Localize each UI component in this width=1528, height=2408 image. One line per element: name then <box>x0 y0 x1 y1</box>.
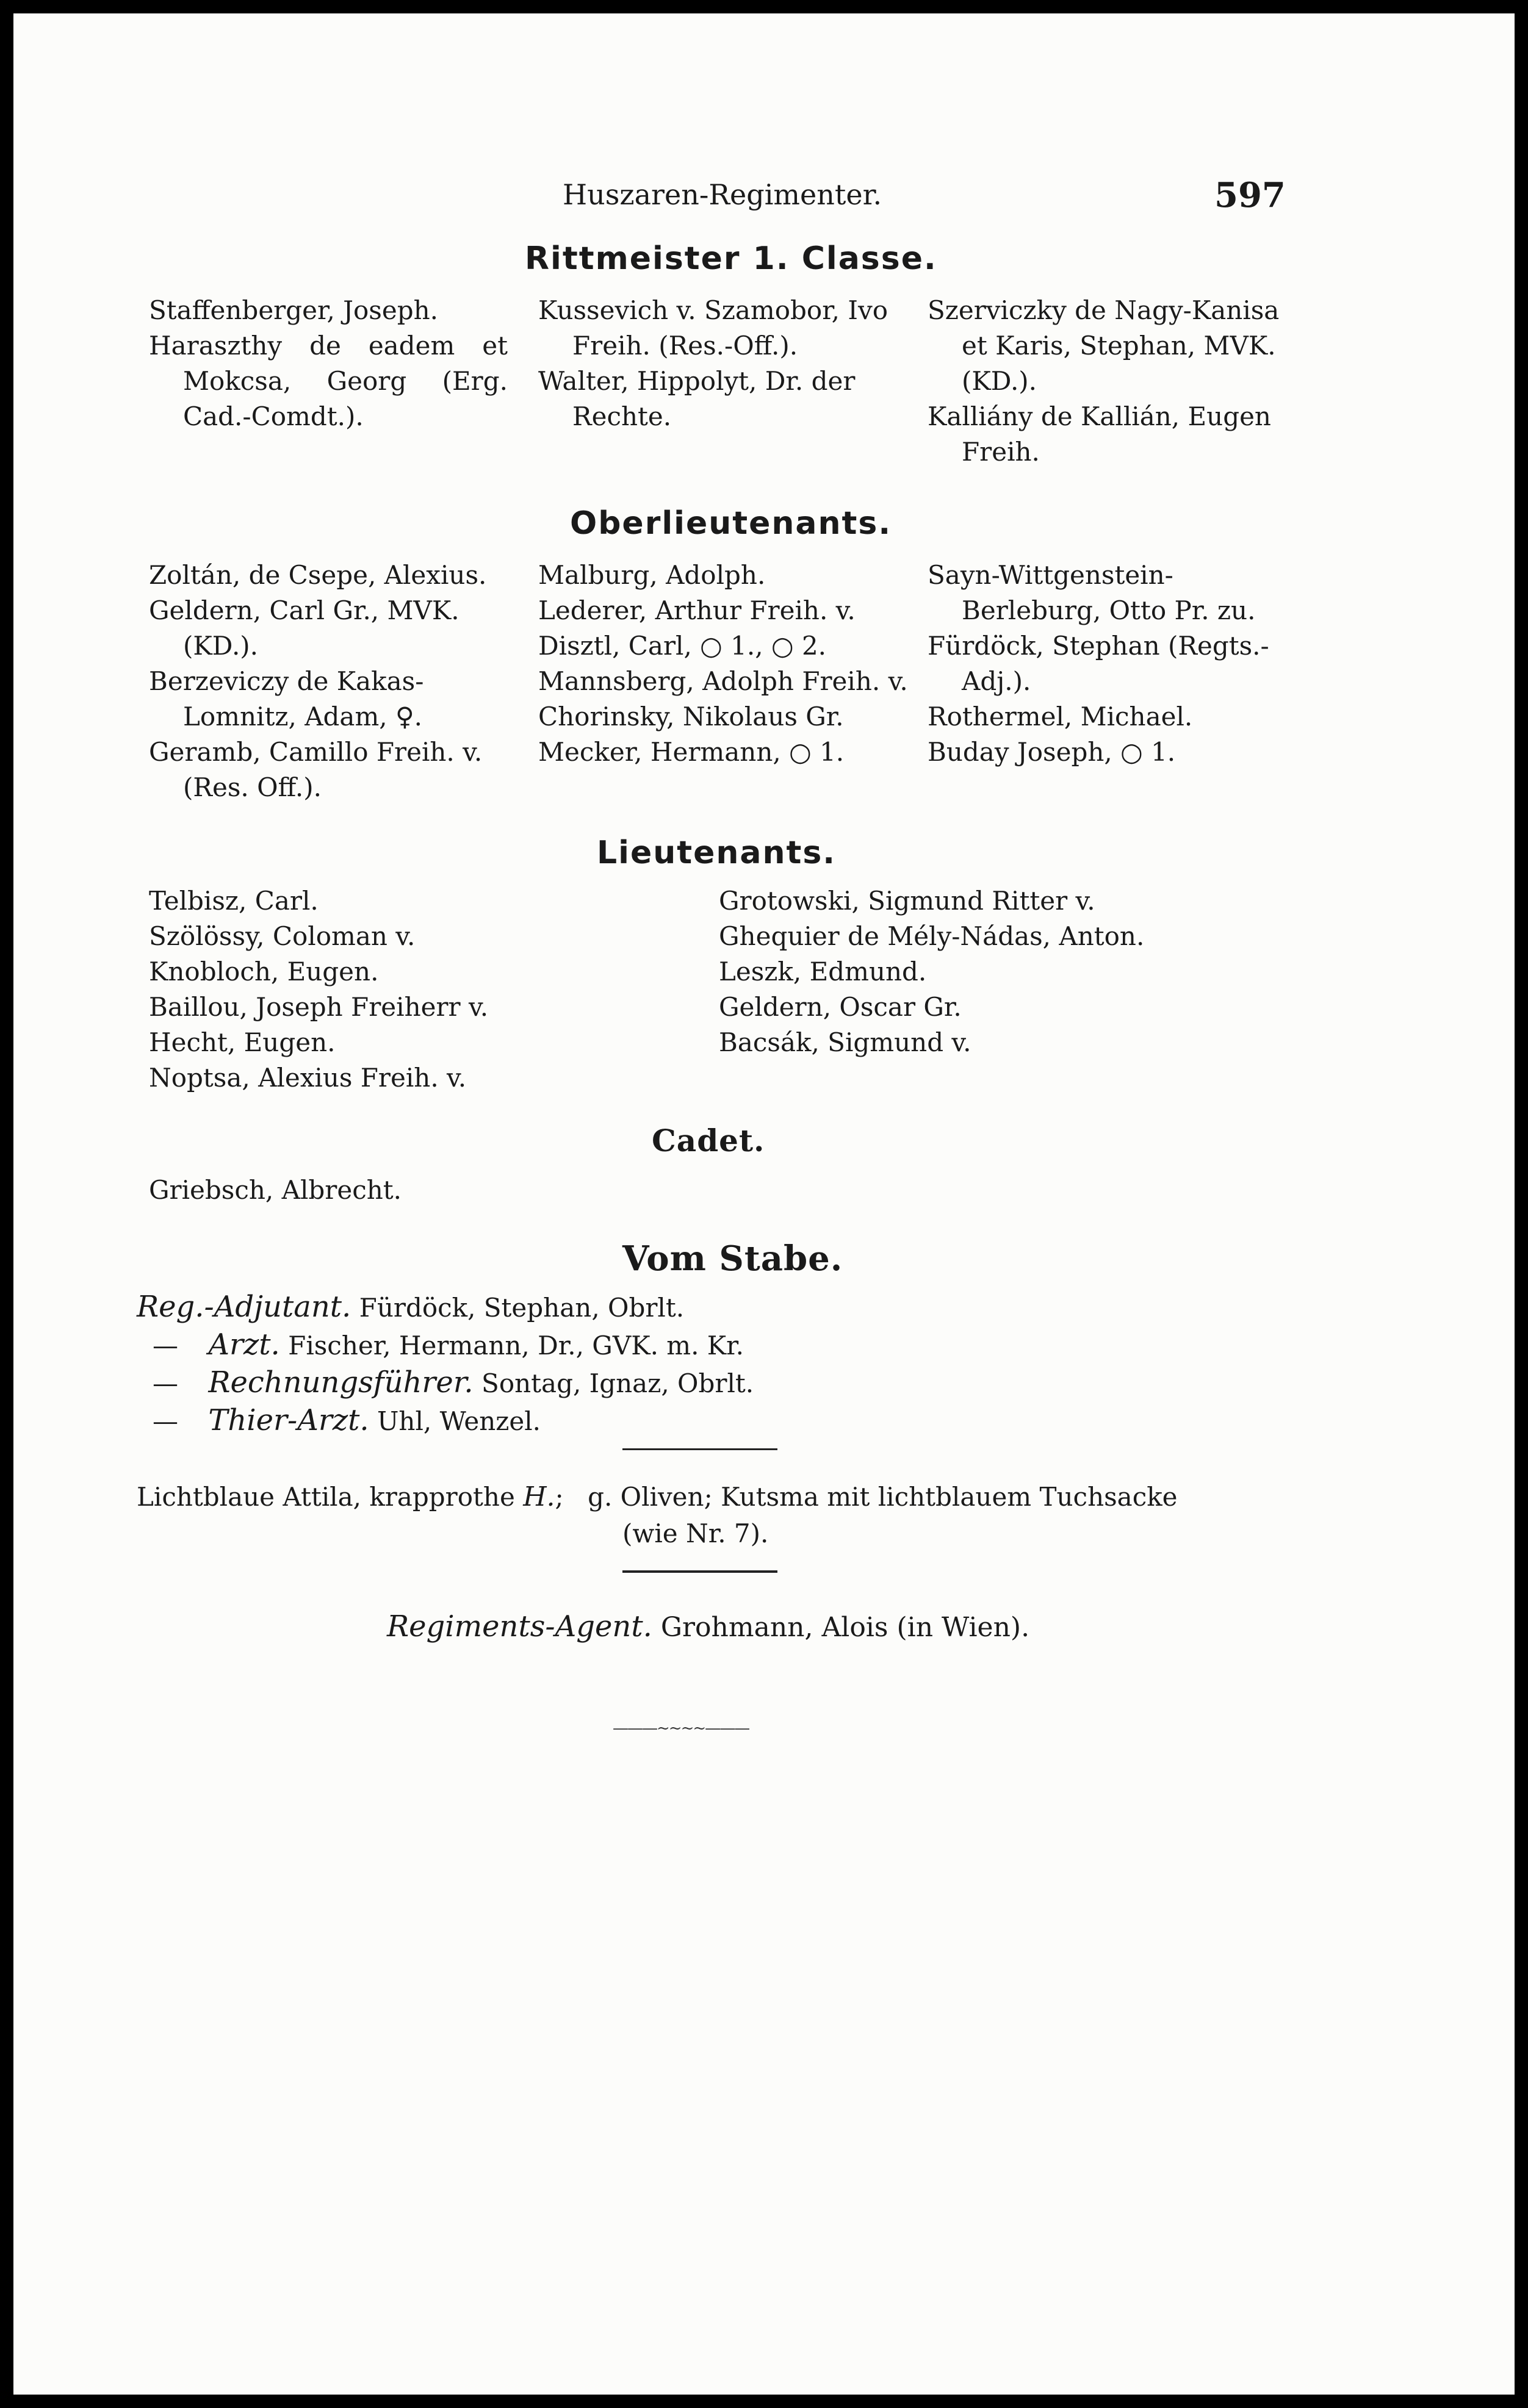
list-item: Geldern, Carl Gr., MVK. (KD.). <box>149 595 459 661</box>
section-title-lieutenants: Lieutenants. <box>597 835 837 871</box>
list-item: Walter, Hippolyt, Dr. der Rechte. <box>538 366 856 431</box>
list-item: Szerviczky de Nagy-Kanisa et Karis, Stephan, MVK. (KD.). <box>928 295 1280 396</box>
staff-name: Uhl, Wenzel. <box>377 1406 541 1436</box>
list-item: Grotowski, Sigmund Ritter v. <box>719 886 1095 916</box>
rittmeister-col-2 <box>538 293 893 434</box>
oberlieutenants-col-1 <box>149 558 506 805</box>
list-item: Zoltán, de Csepe, Alexius. <box>149 560 487 590</box>
uniform-h-label: H. <box>523 1481 555 1512</box>
list-item: Berzeviczy de Kakas-Lomnitz, Adam, ♀. <box>149 666 424 731</box>
regiments-agent <box>387 1608 1029 1646</box>
uniform-text: g. Oliven; Kutsma mit lichtblauem Tuchsacke <box>588 1482 1178 1512</box>
rittmeister-col-3 <box>928 293 1283 470</box>
lieutenants-col-1 <box>149 883 576 1096</box>
list-item: Malburg, Adolph. <box>538 560 766 590</box>
document-page <box>13 13 1515 2395</box>
list-item: Fürdöck, Stephan (Regts.-Adj.). <box>928 631 1269 696</box>
list-item: Telbisz, Carl. <box>149 886 319 916</box>
list-item: Hecht, Eugen. <box>149 1027 336 1057</box>
staff-entry <box>137 1402 1052 1440</box>
list-item: Chorinsky, Nikolaus Gr. <box>538 702 844 731</box>
list-item: Noptsa, Alexius Freih. v. <box>149 1063 467 1093</box>
list-item: Baillou, Joseph Freiherr v. <box>149 992 489 1022</box>
section-title-rittmeister: Rittmeister 1. Classe. <box>525 240 937 277</box>
list-item: Knobloch, Eugen. <box>149 957 379 987</box>
list-item: Staffenberger, Joseph. <box>149 295 438 325</box>
agent-label: Regiments-Agent. <box>387 1609 652 1644</box>
staff-role: Arzt. <box>208 1328 280 1362</box>
staff-role: Thier-Arzt. <box>208 1403 369 1437</box>
list-item: Kalliány de Kallián, Eugen Freih. <box>928 401 1271 467</box>
list-item: Haraszthy de eadem et Mokcsa, Georg (Erg. Cad.-Comdt.). <box>149 331 508 431</box>
staff-role: Reg.-Adjutant. <box>137 1290 351 1324</box>
staff-name: Fürdöck, Stephan, Obrlt. <box>359 1293 685 1323</box>
staff-name: Fischer, Hermann, Dr., GVK. m. Kr. <box>288 1331 744 1360</box>
oberlieutenants-col-2 <box>538 558 908 770</box>
agent-name: Grohmann, Alois (in Wien). <box>660 1612 1030 1643</box>
list-item: Disztl, Carl, ○ 1., ○ 2. <box>538 631 827 661</box>
list-item: Leszk, Edmund. <box>719 957 927 987</box>
list-item: Ghequier de Mély-Nádas, Anton. <box>719 921 1145 951</box>
list-item: Bacsák, Sigmund v. <box>719 1027 971 1057</box>
page-number: 597 <box>1214 175 1286 215</box>
stab-list <box>137 1288 1052 1440</box>
uniform-sep: ; <box>555 1482 564 1512</box>
rittmeister-col-1 <box>149 293 508 434</box>
uniform-line-2: (wie Nr. 7). <box>622 1518 769 1548</box>
list-item: Geramb, Camillo Freih. v. (Res. Off.). <box>149 737 483 802</box>
list-item: Sayn-Wittgenstein-Berleburg, Otto Pr. zu. <box>928 560 1256 625</box>
list-item: Lederer, Arthur Freih. v. <box>538 595 856 625</box>
staff-entry <box>137 1364 1052 1402</box>
list-item: Mannsberg, Adolph Freih. v. <box>538 666 908 696</box>
cadet-list <box>149 1173 576 1208</box>
oberlieutenants-col-3 <box>928 558 1283 770</box>
dash-prefix: — <box>153 1368 178 1398</box>
dash-prefix: — <box>153 1406 178 1436</box>
staff-role: Rechnungsführer. <box>208 1365 474 1400</box>
list-item: Griebsch, Albrecht. <box>149 1175 402 1205</box>
list-item: Rothermel, Michael. <box>928 702 1193 731</box>
staff-name: Sontag, Ignaz, Obrlt. <box>481 1368 754 1398</box>
list-item: Kussevich v. Szamobor, Ivo Freih. (Res.-Off.). <box>538 295 888 361</box>
list-item: Mecker, Hermann, ○ 1. <box>538 737 845 767</box>
ornament-divider: ———~~~~——— <box>613 1719 749 1738</box>
dash-prefix: — <box>153 1331 178 1360</box>
list-item: Buday Joseph, ○ 1. <box>928 737 1176 767</box>
lieutenants-col-2 <box>719 883 1268 1060</box>
running-title: Huszaren-Regimenter. <box>563 178 882 211</box>
staff-entry <box>137 1288 1052 1326</box>
section-title-cadet: Cadet. <box>652 1123 765 1159</box>
staff-entry <box>137 1326 1052 1364</box>
uniform-text: Lichtblaue Attila, krapprothe <box>137 1482 515 1512</box>
section-title-stab: Vom Stabe. <box>622 1238 843 1279</box>
section-title-oberlieutenants: Oberlieutenants. <box>570 505 892 542</box>
list-item: Szölössy, Coloman v. <box>149 921 416 951</box>
uniform-line-1 <box>137 1479 1178 1515</box>
list-item: Geldern, Oscar Gr. <box>719 992 962 1022</box>
divider <box>622 1570 777 1573</box>
divider <box>622 1448 777 1450</box>
